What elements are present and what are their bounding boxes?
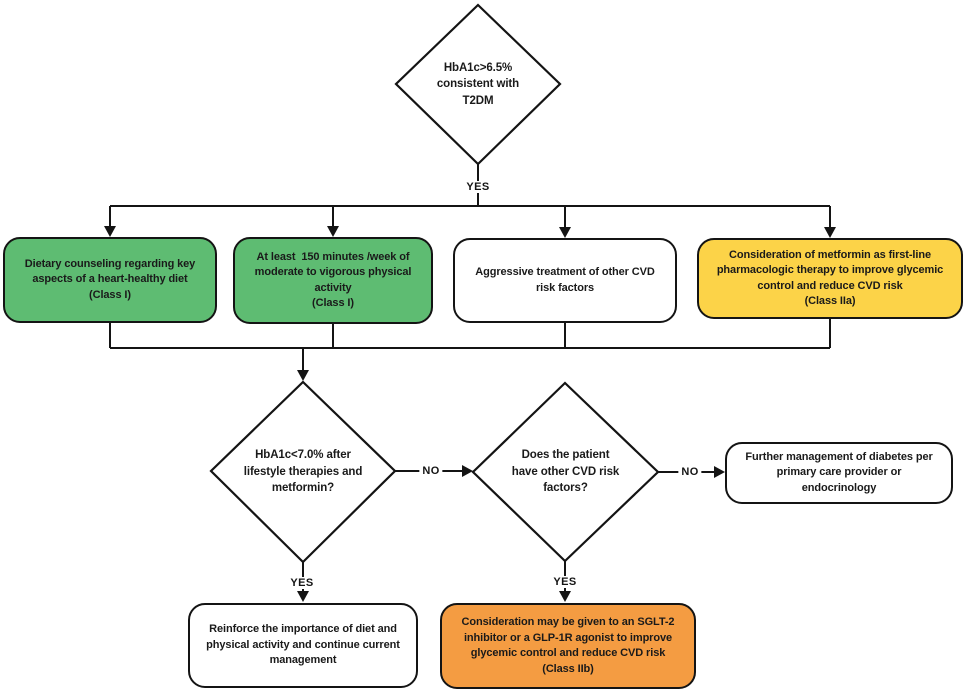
arrow-down-icon: [824, 227, 836, 238]
outcome-text-line: Reinforce the importance of diet and: [209, 623, 397, 636]
outcome-text-line: (Class IIb): [542, 662, 594, 675]
decision-shape-cvd-risk: [473, 383, 658, 561]
action-text-line: aspects of a heart-healthy diet: [32, 273, 188, 286]
outcome-text-line: endocrinology: [801, 481, 877, 494]
decision-shape-t2dm: [396, 5, 560, 164]
action-text-line: (Class I): [312, 297, 354, 309]
decision-text-line: consistent with: [436, 78, 520, 91]
action-text-line: (Class I): [89, 288, 131, 301]
arrow-down-icon: [559, 591, 571, 602]
edge-label-no-metformin: NO: [419, 465, 442, 477]
outcome-text-line: management: [269, 654, 337, 667]
action-text-line: Aggressive treatment of other CVD: [475, 266, 655, 278]
decision-shape-hba1c-followup: [211, 382, 395, 562]
action-text-line: Consideration of metformin as first-line: [729, 248, 931, 261]
action-text-line: Dietary counseling regarding key: [24, 257, 196, 270]
flow-lines: [110, 164, 830, 593]
action-text-line: control and reduce CVD risk: [757, 279, 903, 292]
decision-text-line: factors?: [543, 482, 588, 495]
edge-label-yes-t2dm: YES: [463, 181, 492, 193]
action-cvd-treatment: [453, 238, 677, 323]
edge-label-yes-metformin: YES: [287, 577, 316, 589]
action-metformin: [697, 238, 963, 319]
flow-line-path: [110, 164, 830, 593]
action-text-line: (Class IIa): [804, 295, 856, 307]
outcome-text-line: physical activity and continue current: [206, 638, 400, 651]
action-text-line: pharmacologic therapy to improve glycemic: [716, 264, 944, 276]
arrow-down-icon: [559, 227, 571, 238]
arrow-down-icon: [297, 370, 309, 381]
arrow-right-icon: [714, 466, 725, 478]
outcome-text-line: glycemic control and reduce CVD risk: [470, 647, 666, 659]
outcome-sglt2-glp1: [440, 603, 696, 689]
arrow-right-icon: [462, 465, 473, 477]
action-text-line: moderate to vigorous physical: [254, 266, 412, 278]
decision-text-line: have other CVD risk: [511, 465, 620, 478]
edge-label-no-cvd: NO: [678, 466, 701, 478]
decision-text-line: lifestyle therapies and: [243, 465, 363, 478]
action-text-line: activity: [314, 281, 352, 294]
decision-text-line: T2DM: [462, 94, 494, 107]
action-dietary-counseling: [3, 237, 217, 323]
outcome-text-line: Further management of diabetes per: [745, 450, 933, 463]
decision-text-line: HbA1c<7.0% after: [255, 449, 351, 462]
arrow-down-icon: [104, 226, 116, 237]
action-text-line: risk factors: [535, 281, 595, 294]
outcome-text-line: inhibitor or a GLP-1R agonist to improve: [463, 631, 673, 644]
outcome-further-management: [725, 442, 953, 504]
outcome-text-line: Consideration may be given to an SGLT-2: [461, 616, 675, 628]
decision-text-line: Does the patient: [521, 449, 610, 462]
outcome-text-line: primary care provider or: [776, 466, 902, 479]
action-text-line: At least 150 minutes /week of: [256, 250, 410, 263]
outcome-reinforce-lifestyle: [188, 603, 418, 688]
action-physical-activity: [233, 237, 433, 324]
decision-text-line: HbA1c>6.5%: [443, 61, 513, 74]
decision-text-line: metformin?: [271, 482, 335, 495]
arrow-down-icon: [327, 226, 339, 237]
edge-label-yes-cvd: YES: [550, 576, 579, 588]
arrow-down-icon: [297, 591, 309, 602]
